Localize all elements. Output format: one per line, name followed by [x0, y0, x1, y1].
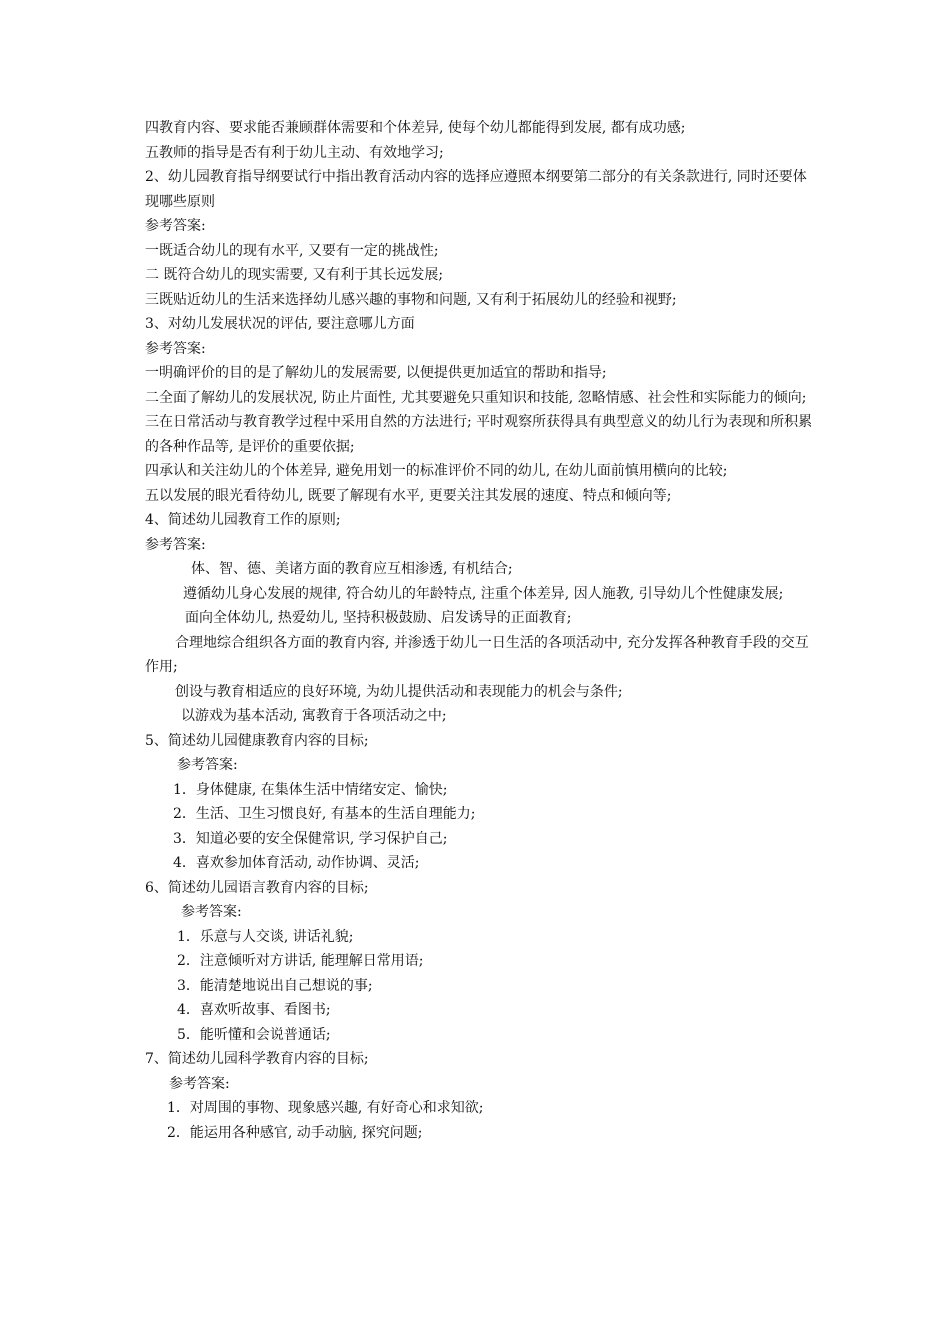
- list-item: 3．能清楚地说出自己想说的事;: [177, 977, 373, 994]
- list-item: 2．注意倾听对方讲话, 能理解日常用语;: [177, 953, 424, 969]
- answer-label: 参考答案:: [145, 218, 206, 234]
- text-line: 创设与教育相适应的良好环境, 为幼儿提供活动和表现能力的机会与条件;: [175, 683, 623, 700]
- question-heading: 4、简述幼儿园教育工作的原则;: [145, 512, 341, 528]
- text-line: 二 既符合幼儿的现实需要, 又有利于其长远发展;: [145, 267, 444, 283]
- list-item: 2．生活、卫生习惯良好, 有基本的生活自理能力;: [173, 806, 476, 822]
- answer-label: 参考答案:: [169, 1075, 230, 1092]
- text-line: 三既贴近幼儿的生活来选择幼儿感兴趣的事物和问题, 又有利于拓展幼儿的经验和视野;: [145, 291, 677, 308]
- list-item: 2．能运用各种感官, 动手动脑, 探究问题;: [167, 1124, 423, 1141]
- list-item: 5．能听懂和会说普通话;: [177, 1026, 331, 1043]
- list-item: 1．身体健康, 在集体生活中情绪安定、愉快;: [173, 781, 448, 798]
- question-heading: 7、简述幼儿园科学教育内容的目标;: [145, 1051, 369, 1067]
- text-line: 以游戏为基本活动, 寓教育于各项活动之中;: [181, 708, 447, 724]
- text-line: 一明确评价的目的是了解幼儿的发展需要, 以便提供更加适宜的帮助和指导;: [145, 365, 607, 381]
- answer-label: 参考答案:: [145, 536, 206, 553]
- text-line: 遵循幼儿身心发展的规律, 符合幼儿的年龄特点, 注重个体差异, 因人施教, 引导幼儿个性健康发展;: [183, 585, 784, 602]
- text-line: 二全面了解幼儿的发展状况, 防止片面性, 尤其要避免只重知识和技能, 忽略情感、社会性和实际能力的倾向;: [145, 389, 807, 406]
- text-line: 体、智、德、美诸方面的教育应互相渗透, 有机结合;: [191, 561, 513, 577]
- question-heading: 5、简述幼儿园健康教育内容的目标;: [145, 732, 369, 749]
- answer-label: 参考答案:: [145, 340, 206, 357]
- answer-label: 参考答案:: [181, 904, 242, 920]
- text-line: 四教育内容、要求能否兼顾群体需要和个体差异, 使每个幼儿都能得到发展, 都有成功感;: [145, 120, 686, 136]
- document-body: [145, 116, 820, 1145]
- list-item: 1．乐意与人交谈, 讲话礼貌;: [177, 928, 354, 945]
- answer-label: 参考答案:: [177, 757, 238, 773]
- list-item: 3．知道必要的安全保健常识, 学习保护自己;: [173, 830, 448, 847]
- list-item: 4．喜欢听故事、看图书;: [177, 1002, 331, 1018]
- text-line: 四承认和关注幼儿的个体差异, 避免用划一的标准评价不同的幼儿, 在幼儿面前慎用横向的比较;: [145, 463, 728, 479]
- text-line: 五教师的指导是否有利于幼儿主动、有效地学习;: [145, 144, 444, 161]
- question-heading: 6、简述幼儿园语言教育内容的目标;: [145, 879, 369, 896]
- text-line: 三在日常活动与教育教学过程中采用自然的方法进行; 平时观察所获得具有典型意义的幼儿行为表现和所积累的各种作品等, 是评价的重要依据;: [145, 414, 813, 455]
- question-heading: 3、对幼儿发展状况的评估, 要注意哪儿方面: [145, 316, 415, 332]
- list-item: 4．喜欢参加体育活动, 动作协调、灵活;: [173, 855, 420, 871]
- text-line: 面向全体幼儿, 热爱幼儿, 坚持积极鼓励、启发诱导的正面教育;: [185, 610, 572, 626]
- text-line: 一既适合幼儿的现有水平, 又要有一定的挑战性;: [145, 242, 439, 259]
- question-heading: 2、幼儿园教育指导纲要试行中指出教育活动内容的选择应遵照本纲要第二部分的有关条款进行, 同时还要体现哪些原则: [145, 169, 807, 210]
- list-item: 1．对周围的事物、现象感兴趣, 有好奇心和求知欲;: [167, 1100, 484, 1116]
- text-line: 合理地综合组织各方面的教育内容, 并渗透于幼儿一日生活的各项活动中, 充分发挥各种教育手段的交互作用;: [145, 634, 809, 675]
- text-line: 五以发展的眼光看待幼儿, 既要了解现有水平, 更要关注其发展的速度、特点和倾向等;: [145, 487, 672, 504]
